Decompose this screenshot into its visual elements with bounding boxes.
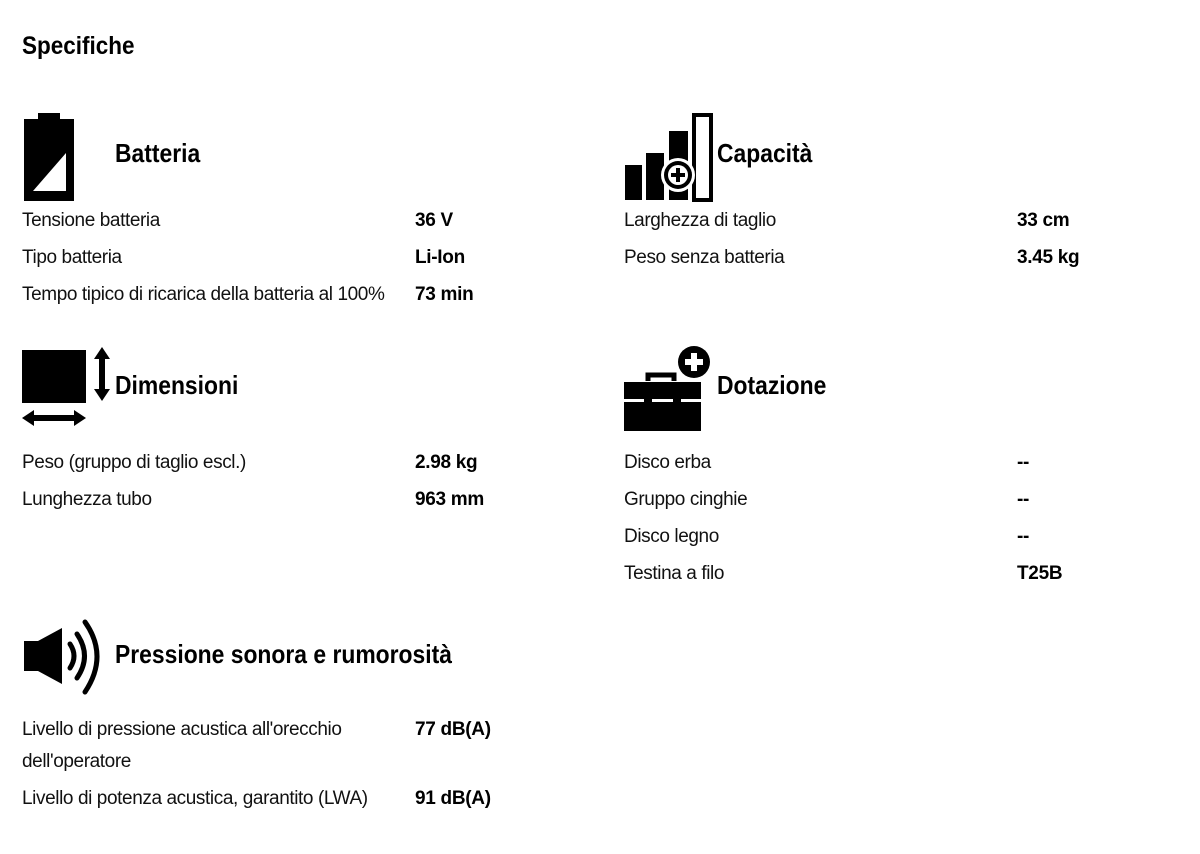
section-header xyxy=(22,616,582,714)
section-title: Dimensioni xyxy=(115,370,239,400)
spec-row xyxy=(22,714,582,778)
spec-value: 91 dB(A) xyxy=(415,788,491,809)
spec-row xyxy=(624,205,1184,237)
section-dotazione xyxy=(624,345,1184,595)
spec-label: Peso senza batteria xyxy=(624,247,785,268)
section-header xyxy=(624,345,1184,447)
spec-row xyxy=(22,205,582,237)
section-batteria xyxy=(22,113,582,316)
spec-row xyxy=(624,242,1184,274)
spec-row xyxy=(22,484,582,516)
section-title: Pressione sonora e rumorosità xyxy=(115,639,452,669)
dimensions-icon xyxy=(22,345,114,429)
spec-label: Tempo tipico di ricarica della batteria al 100% xyxy=(22,284,385,305)
spec-row xyxy=(22,242,582,274)
toolbox-plus-icon xyxy=(624,345,716,435)
spec-list xyxy=(22,447,582,516)
spec-value: 2.98 kg xyxy=(415,452,478,473)
section-title: Batteria xyxy=(115,138,201,168)
spec-row xyxy=(624,521,1184,553)
section-header xyxy=(22,113,582,205)
section-pressione xyxy=(22,616,582,820)
section-capacita xyxy=(624,113,1184,279)
spec-list xyxy=(22,714,582,815)
spec-value: 33 cm xyxy=(1017,210,1070,231)
spec-list xyxy=(624,205,1184,274)
spec-row xyxy=(22,783,582,815)
page-title: Specifiche xyxy=(22,32,135,60)
speaker-icon xyxy=(22,616,114,696)
spec-label: Livello di potenza acustica, garantito (LWA) xyxy=(22,788,368,809)
spec-value: 963 mm xyxy=(415,489,484,510)
section-title: Dotazione xyxy=(717,370,827,400)
battery-icon xyxy=(22,113,78,203)
spec-row xyxy=(624,447,1184,479)
spec-value: 36 V xyxy=(415,210,453,231)
spec-label: Testina a filo xyxy=(624,563,725,584)
spec-row xyxy=(22,279,582,311)
spec-label: Larghezza di taglio xyxy=(624,210,776,231)
spec-label: Disco erba xyxy=(624,452,711,473)
spec-label: Gruppo cinghie xyxy=(624,489,748,510)
spec-value: -- xyxy=(1017,452,1030,473)
section-dimensioni xyxy=(22,345,582,521)
spec-label: Peso (gruppo di taglio escl.) xyxy=(22,452,246,473)
spec-value: -- xyxy=(1017,489,1030,510)
spec-label: Tensione batteria xyxy=(22,210,160,231)
spec-value: 77 dB(A) xyxy=(415,719,491,740)
spec-value: Li-Ion xyxy=(415,247,465,268)
spec-value: -- xyxy=(1017,526,1030,547)
spec-value: 73 min xyxy=(415,284,474,305)
capacity-chart-icon xyxy=(624,113,714,203)
spec-label: Livello di pressione acustica all'orecchio dell'operatore xyxy=(22,719,342,772)
section-header xyxy=(624,113,1184,205)
spec-label: Disco legno xyxy=(624,526,719,547)
spec-value: 3.45 kg xyxy=(1017,247,1080,268)
section-header xyxy=(22,345,582,447)
section-title: Capacità xyxy=(717,138,813,168)
spec-label: Lunghezza tubo xyxy=(22,489,152,510)
spec-row xyxy=(22,447,582,479)
spec-label: Tipo batteria xyxy=(22,247,122,268)
spec-row xyxy=(624,484,1184,516)
spec-list xyxy=(22,205,582,311)
spec-value: T25B xyxy=(1017,563,1063,584)
spec-row xyxy=(624,558,1184,590)
spec-list xyxy=(624,447,1184,590)
